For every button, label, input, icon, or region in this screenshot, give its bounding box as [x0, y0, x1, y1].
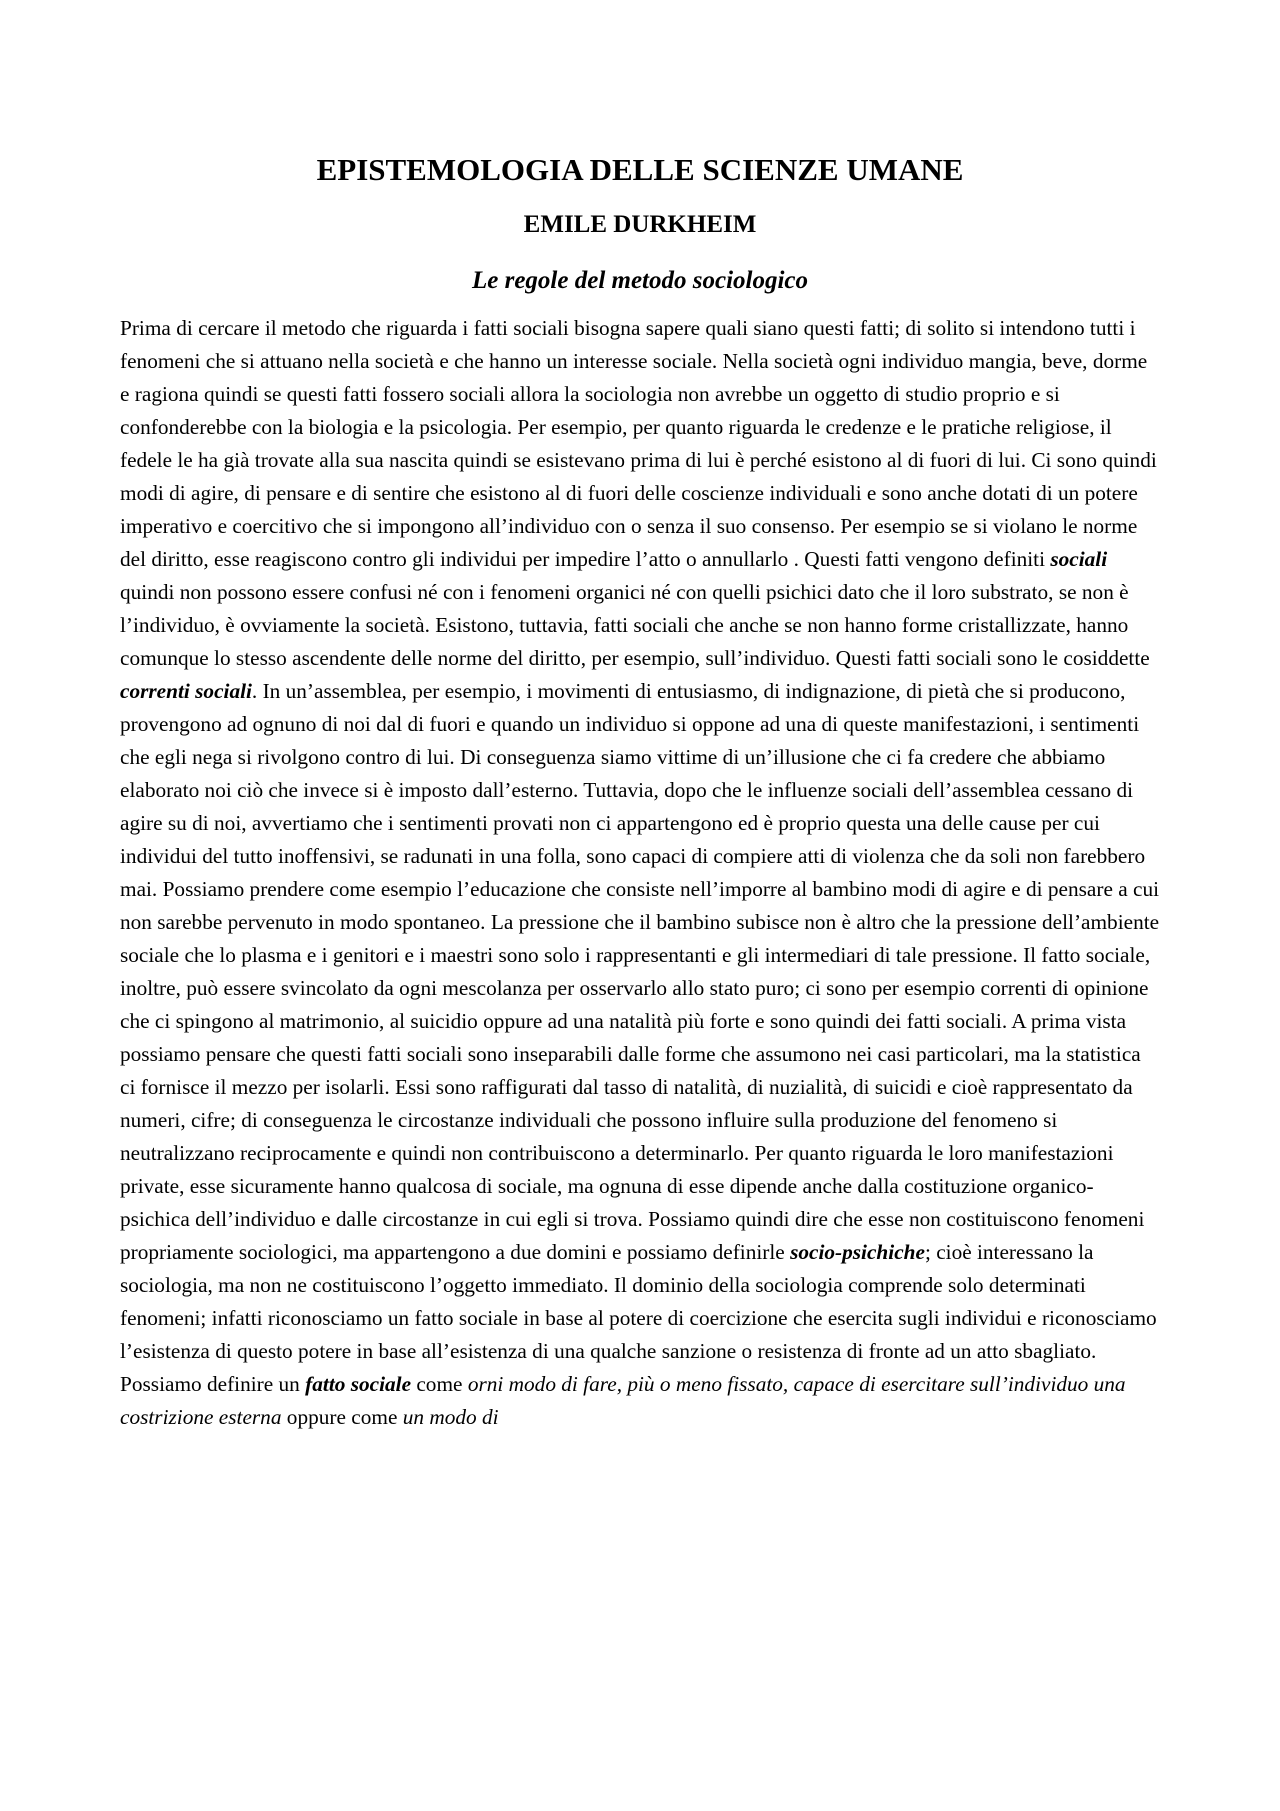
body-paragraph: [120, 312, 1160, 1434]
text-segment: ; cioè interessano la sociologia, ma non ne costituiscono l’oggetto immediato. Il dominio della sociologia comprende solo determinati fenomeni; infatti riconosciamo un fatto sociale in base al potere di coercizione che esercita sugli individui e riconosciamo l’esistenza di questo potere in base all’esistenza di una qualche sanzione o resistenza di fronte ad un atto sbagliato. Possiamo definire un: [120, 1240, 1157, 1396]
italic-definition: orni modo di fare, più o meno fissato, capace di esercitare sull’individuo una costrizione esterna: [120, 1372, 1126, 1429]
emphasis-term: socio-psichiche: [790, 1240, 925, 1264]
emphasis-term: correnti sociali: [120, 679, 252, 703]
text-segment: Prima di cercare il metodo che riguarda i fatti sociali bisogna sapere quali siano questi fatti; di solito si intendono tutti i fenomeni che si attuano nella società e che hanno un interesse sociale. Nella società ogni individuo mangia, beve, dorme e ragiona quindi se questi fatti fossero sociali allora la sociologia non avrebbe un oggetto di studio proprio e si confonderebbe con la biologia e la psicologia. Per esempio, per quanto riguarda le credenze e le pratiche religiose, il fedele le ha già trovate alla sua nascita quindi se esistevano prima di lui è perché esistono al di fuori di lui. Ci sono quindi modi di agire, di pensare e di sentire che esistono al di fuori delle coscienze individuali e sono anche dotati di un potere imperativo e coercitivo che si impongono all’individuo con o senza il suo consenso. Per esempio se si violano le norme del diritto, esse reagiscono contro gli individui per impedire l’atto o annullarlo . Questi fatti vengono definiti: [120, 316, 1157, 571]
text-segment: oppure come: [281, 1405, 403, 1429]
text-segment: . In un’assemblea, per esempio, i movimenti di entusiasmo, di indignazione, di pietà che si producono, provengono ad ognuno di noi dal di fuori e quando un individuo si oppone ad una di queste manifestazioni, i sentimenti che egli nega si rivolgono contro di lui. Di conseguenza siamo vittime di un’illusione che ci fa credere che abbiamo elaborato noi ciò che invece si è imposto dall’esterno. Tuttavia, dopo che le influenze sociali dell’assemblea cessano di agire su di noi, avvertiamo che i sentimenti provati non ci appartengono ed è proprio questa una delle cause per cui individui del tutto inoffensivi, se radunati in una folla, sono capaci di compiere atti di violenza che da soli non farebbero mai. Possiamo prendere come esempio l’educazione che consiste nell’imporre al bambino modi di agire e di pensare a cui non sarebbe pervenuto in modo spontaneo. La pressione che il bambino subisce non è altro che la pressione dell’ambiente sociale che lo plasma e i genitori e i maestri sono solo i rappresentanti e gli intermediari di tale pressione. Il fatto sociale, inoltre, può essere svincolato da ogni mescolanza per osservarlo allo stato puro; ci sono per esempio correnti di opinione che ci spingono al matrimonio, al suicidio oppure ad una natalità più forte e sono quindi dei fatti sociali. A prima vista possiamo pensare che questi fatti sociali sono inseparabili dalle forme che assumono nei casi particolari, ma la statistica ci fornisce il mezzo per isolarli. Essi sono raffigurati dal tasso di natalità, di nuzialità, di suicidi e cioè rappresentato da numeri, cifre; di conseguenza le circostanze individuali che possono influire sulla produzione del fenomeno si neutralizzano reciprocamente e quindi non contribuiscono a determinarlo. Per quanto riguarda le loro manifestazioni private, esse sicuramente hanno qualcosa di sociale, ma ognuna di esse dipende anche dalla costituzione organico-psichica dell’individuo e dalle circostanze in cui egli si trova. Possiamo quindi dire che esse non costituiscono fenomeni propriamente sociologici, ma appartengono a due domini e possiamo definirle: [120, 679, 1160, 1264]
document-title: EPISTEMOLOGIA DELLE SCIENZE UMANE: [316, 152, 964, 187]
author-heading: EMILE DURKHEIM: [523, 211, 757, 238]
italic-definition: un modo di: [402, 1405, 499, 1429]
text-segment: quindi non possono essere confusi né con i fenomeni organici né con quelli psichici dato che il loro substrato, se non è l’individuo, è ovviamente la società. Esistono, tuttavia, fatti sociali che anche se non hanno forme cristallizzate, hanno comunque lo stesso ascendente delle norme del diritto, per esempio, sull’individuo. Questi fatti sociali sono le cosiddette: [120, 580, 1150, 670]
emphasis-term: fatto sociale: [305, 1372, 412, 1396]
text-segment: come: [411, 1372, 468, 1396]
emphasis-term: sociali: [1050, 547, 1108, 571]
work-subtitle: Le regole del metodo sociologico: [471, 267, 809, 294]
